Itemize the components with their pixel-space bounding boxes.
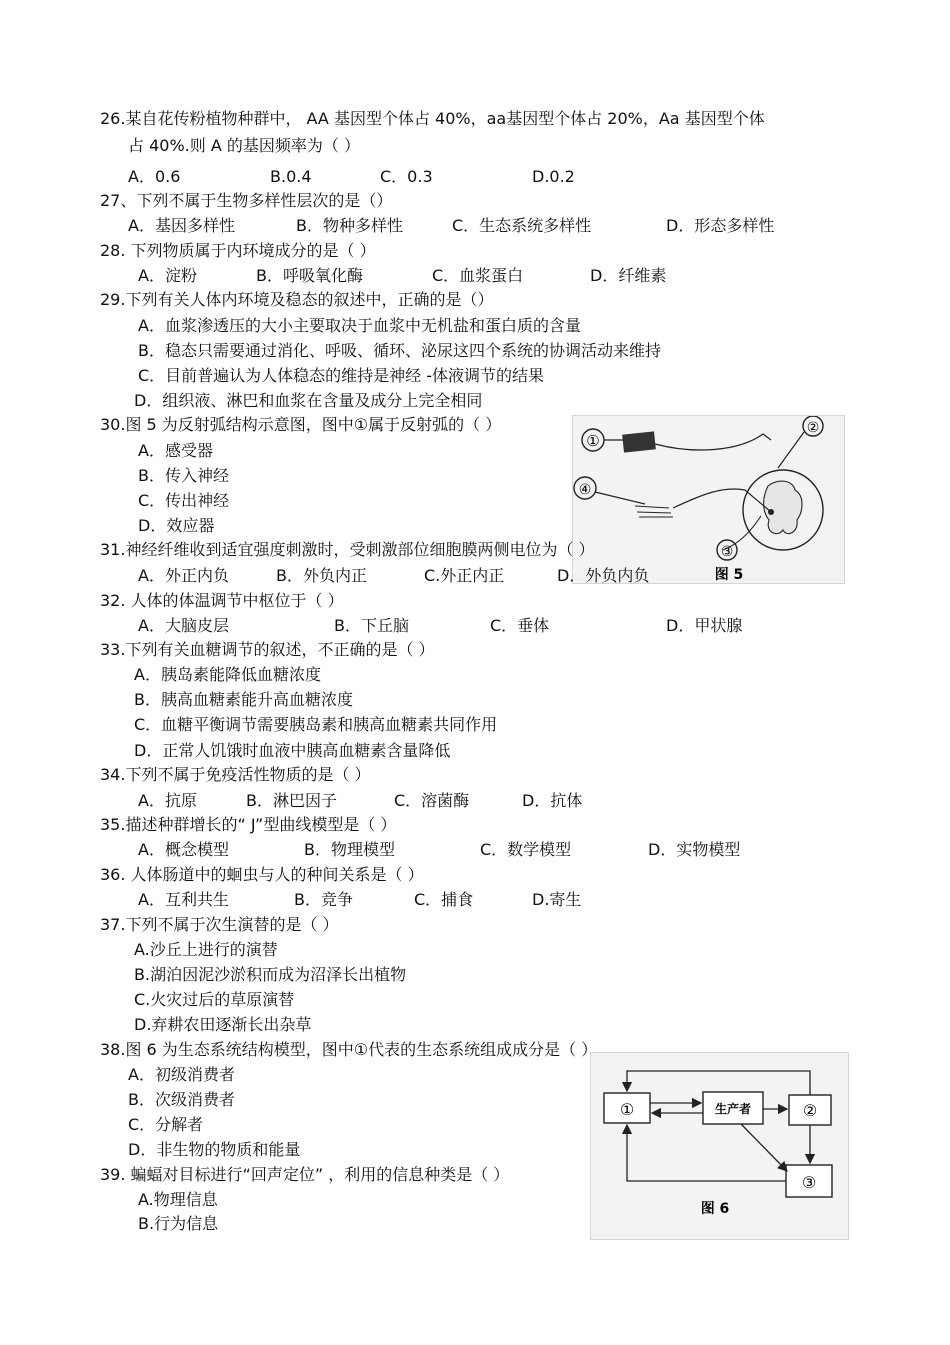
svg-text:生产者: 生产者 <box>714 1102 752 1116</box>
q27-option-c: C．生态系统多样性 <box>452 216 592 235</box>
q26-option-c: C．0.3 <box>380 167 433 186</box>
q34-option-b: B．淋巴因子 <box>246 791 337 810</box>
q38-option-b: B．次级消费者 <box>128 1090 235 1109</box>
q35-option-b: B．物理模型 <box>304 840 395 859</box>
q36-option-b: B．竞争 <box>294 890 353 909</box>
reflex-arc-diagram <box>573 416 844 583</box>
q31-option-a: A．外正内负 <box>138 566 229 585</box>
q28-option-c: C．血浆蛋白 <box>432 266 524 285</box>
q29-option-a: A．血浆渗透压的大小主要取决于血浆中无机盐和蛋白质的含量 <box>138 316 581 335</box>
q37-option-c: C.火灾过后的草原演替 <box>134 990 295 1009</box>
q32-option-b: B．下丘脑 <box>334 616 409 635</box>
q35-option-d: D．实物模型 <box>648 840 741 859</box>
q26-option-a: A．0.6 <box>128 167 181 186</box>
q33-option-a: A．胰岛素能降低血糖浓度 <box>134 665 321 684</box>
q30-stem: 30.图 5 为反射弧结构示意图，图中①属于反射弧的（ ） <box>100 415 502 434</box>
q29-option-c: C．目前普遍认为人体稳态的维持是神经 -体液调节的结果 <box>138 366 545 385</box>
q31-stem: 31.神经纤维收到适宜强度刺激时，受刺激部位细胞膜两侧电位为（ ） <box>100 540 595 559</box>
q26-option-d: D.0.2 <box>532 167 575 186</box>
q28-option-a: A．淀粉 <box>138 266 197 285</box>
q31-option-d: D．外负内负 <box>557 566 650 585</box>
q30-option-b: B．传入神经 <box>138 466 229 485</box>
q37-option-b: B.湖泊因泥沙淤积而成为沼泽长出植物 <box>134 965 407 984</box>
q38-option-c: C．分解者 <box>128 1115 204 1134</box>
q38-option-d: D．非生物的物质和能量 <box>128 1140 301 1159</box>
q29-option-b: B．稳态只需要通过消化、呼吸、循环、泌尿这四个系统的协调活动来维持 <box>138 341 661 360</box>
svg-text:②: ② <box>806 420 820 436</box>
q32-option-c: C．垂体 <box>490 616 550 635</box>
q30-option-c: C．传出神经 <box>138 491 230 510</box>
svg-text:②: ② <box>802 1101 818 1120</box>
q30-option-a: A．感受器 <box>138 441 213 460</box>
q38-option-a: A．初级消费者 <box>128 1065 235 1084</box>
q35-option-a: A．概念模型 <box>138 840 229 859</box>
q27-option-d: D．形态多样性 <box>666 216 775 235</box>
figure-5-reflex-arc <box>572 415 845 584</box>
svg-text:④: ④ <box>578 482 592 498</box>
svg-text:③: ③ <box>801 1173 817 1192</box>
q32-option-d: D．甲状腺 <box>666 616 743 635</box>
q34-option-a: A．抗原 <box>138 791 197 810</box>
q33-option-d: D．正常人饥饿时血液中胰高血糖素含量降低 <box>134 741 451 760</box>
q33-option-c: C．血糖平衡调节需要胰岛素和胰高血糖素共同作用 <box>134 715 498 734</box>
q32-option-a: A．大脑皮层 <box>138 616 229 635</box>
q39-option-b: B.行为信息 <box>138 1214 219 1233</box>
svg-text:①: ① <box>619 1100 635 1119</box>
q35-option-c: C．数学模型 <box>480 840 572 859</box>
q37-stem: 37.下列不属于次生演替的是（ ） <box>100 915 339 934</box>
svg-text:③: ③ <box>720 544 734 560</box>
q29-option-d: D．组织液、淋巴和血浆在含量及成分上完全相同 <box>134 391 483 410</box>
q34-option-d: D．抗体 <box>522 791 583 810</box>
q39-stem: 39. 蝙蝠对目标进行“回声定位” ，利用的信息种类是（ ） <box>100 1165 510 1184</box>
q27-stem: 27、下列不属于生物多样性层次的是（） <box>100 191 393 210</box>
q36-option-a: A．互利共生 <box>138 890 229 909</box>
q30-option-d: D．效应器 <box>138 516 215 535</box>
q26-stem-line2: 占 40%.则 A 的基因频率为（ ） <box>128 136 360 155</box>
q36-option-c: C．捕食 <box>414 890 474 909</box>
q37-option-a: A.沙丘上进行的演替 <box>134 940 278 959</box>
q31-option-c: C.外正内正 <box>424 566 505 585</box>
ecosystem-model-diagram <box>591 1053 848 1239</box>
q36-option-d: D.寄生 <box>532 890 582 909</box>
q34-option-c: C．溶菌酶 <box>394 791 470 810</box>
q27-option-a: A．基因多样性 <box>128 216 235 235</box>
q36-stem: 36. 人体肠道中的蛔虫与人的种间关系是（ ） <box>100 865 424 884</box>
q35-stem: 35.描述种群增长的“ J”型曲线模型是（ ） <box>100 815 397 834</box>
q33-option-b: B．胰高血糖素能升高血糖浓度 <box>134 690 353 709</box>
q37-option-d: D.弃耕农田逐渐长出杂草 <box>134 1015 312 1034</box>
svg-text:图 6: 图 6 <box>700 1201 730 1217</box>
q29-stem: 29.下列有关人体内环境及稳态的叙述中，正确的是（） <box>100 290 494 309</box>
q26-option-b: B.0.4 <box>270 167 312 186</box>
q28-option-b: B．呼吸氧化酶 <box>256 266 363 285</box>
q32-stem: 32. 人体的体温调节中枢位于（ ） <box>100 591 344 610</box>
q33-stem: 33.下列有关血糖调节的叙述，不正确的是（ ） <box>100 640 435 659</box>
q28-option-d: D．纤维素 <box>590 266 667 285</box>
q28-stem: 28. 下列物质属于内环境成分的是（ ） <box>100 241 376 260</box>
figure-6-ecosystem-model <box>590 1052 849 1240</box>
q27-option-b: B．物种多样性 <box>296 216 403 235</box>
q26-stem-line1: 26.某自花传粉植物种群中， AA 基因型个体占 40%，aa基因型个体占 20%，Aa 基因型个体 <box>100 109 765 128</box>
q39-option-a: A.物理信息 <box>138 1190 218 1209</box>
q34-stem: 34.下列不属于免疫活性物质的是（ ） <box>100 765 371 784</box>
svg-text:①: ① <box>586 432 600 450</box>
q31-option-b: B．外负内正 <box>276 566 367 585</box>
svg-text:图 5: 图 5 <box>714 567 744 583</box>
q38-stem: 38.图 6 为生态系统结构模型，图中①代表的生态系统组成成分是（ ） <box>100 1040 598 1059</box>
